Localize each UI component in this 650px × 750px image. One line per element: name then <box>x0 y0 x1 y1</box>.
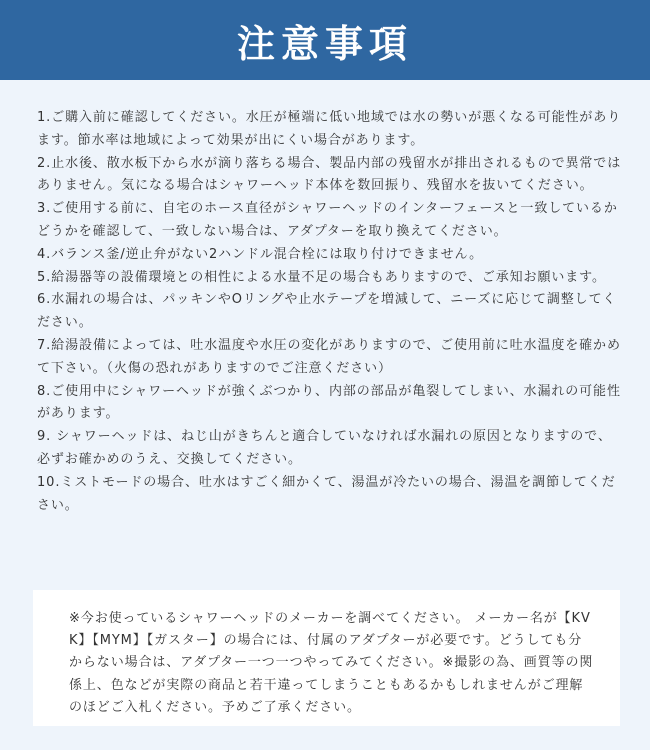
notice-item-2: 2.止水後、散水板下から水が滴り落ちる場合、製品内部の残留水が排出されるもので異常ではありません。気になる場合はシャワーヘッド本体を数回振り、残留水を抜いてください。 <box>37 155 622 194</box>
notice-item-3: 3.ご使用する前に、自宅のホース直径がシャワーヘッドのインターフェースと一致しているかどうかを確認して、一致しない場合は、アダプターを取り換えてください。 <box>37 201 618 239</box>
header-banner <box>0 0 650 80</box>
notice-item-6: 6.水漏れの場合は、パッキンやOリングや止水テープを増減して、ニーズに応じて調整してください。 <box>37 292 617 331</box>
notice-item-1: 1.ご購入前に確認してください。水圧が極端に低い地域では水の勢いが悪くなる可能性があります。節水率は地域によって効果が出にくい場合があります。 <box>37 110 622 148</box>
notice-item-10: 10.ミストモードの場合、吐水はすごく細かくて、湯温が冷たいの場合、湯温を調節してください。 <box>37 474 616 513</box>
notice-item-8: 8.ご使用中にシャワーヘッドが強くぶつかり、内部の部品が亀裂してしまい、水漏れの可能性があります。 <box>37 383 621 422</box>
notice-list <box>37 107 622 517</box>
page-title: 注意事項 <box>236 20 413 66</box>
notice-item-4: 4.バランス釜/逆止弁がない2ハンドル混合栓には取り付けできません。 <box>37 246 484 262</box>
supplementary-note-box <box>33 590 620 726</box>
notice-item-7: 7.給湯設備によっては、吐水温度や水圧の変化がありますので、ご使用前に吐水温度を確かめて下さい。（火傷の恐れがありますのでご注意ください） <box>37 337 621 376</box>
supplementary-note-text: ※今お使っているシャワーヘッドのメーカーを調べてください。 メーカー名が【KVK】【MYM】【ガスター】の場合には、付属のアダプターが必要です。どうしても分からない場合は、アダプター一つ一つやってみてください。※撮影の為、画質等の関係上、色などが実際の商品と若干違ってしまうこともあるかもしれませんがご理解のほどご入札ください。予めご了承ください。 <box>69 611 594 715</box>
notice-item-5: 5.給湯器等の設備環境との相性による水量不足の場合もありますので、ご承知お願います。 <box>37 269 606 285</box>
notice-item-9: 9. シャワーヘッドは、ねじ山がきちんと適合していなければ水漏れの原因となりますので、必ずお確かめのうえ、交換してください。 <box>37 429 612 467</box>
